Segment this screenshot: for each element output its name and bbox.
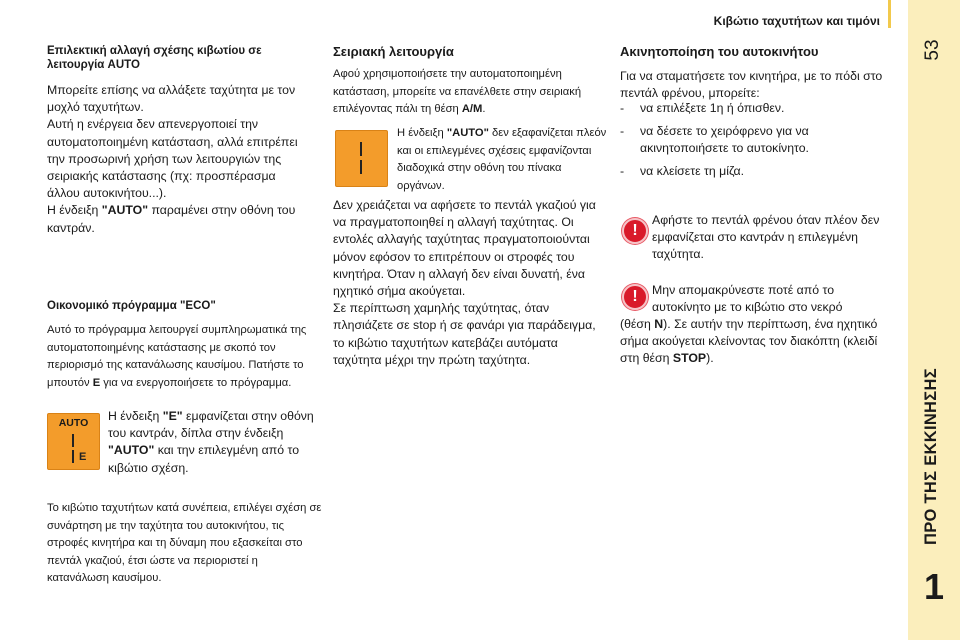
auto-selection-line-2: Αυτή η ενέργεια δεν απενεργοποιεί την αυτοματοποιημένη κατάσταση, αλλά επιτρέπει την προσωρινή χρήση των λειτουργιών της σειριακής κατάστασης (πχ: προσπέρασμα άλλου αυτοκινήτου...).: [47, 117, 298, 201]
gear-selection-paragraph: Το κιβώτιο ταχυτήτων κατά συνέπεια, επιλέγει σχέση σε συνάρτηση με την ταχύτητα του αυτοκινήτου, τις στροφές κινητήρα και τη δύναμη που εξασκείται στο πεντάλ γκαζιού, έτσι ώστε να περιοριστεί η κατανάλωση καυσίμου.: [47, 502, 322, 585]
section-heading-eco: Οικονομικό πρόγραμμα "ECO": [47, 300, 216, 312]
section-heading-sequential: Σειριακή λειτουργία: [333, 44, 454, 59]
warning-neutral-text-b: [620, 316, 890, 368]
chapter-side-tab: [908, 0, 960, 640]
text-span: (θέση: [620, 317, 655, 331]
warning-exclamation-icon: !: [622, 284, 648, 310]
text-span: Η ένδειξη: [47, 203, 102, 218]
list-item-text: να δέσετε το χειρόφρενο για να ακινητοποιήσετε το αυτοκίνητο.: [640, 124, 809, 156]
auto-selection-line-3: [47, 202, 309, 236]
list-dash: -: [620, 164, 625, 178]
chapter-number: 1: [923, 566, 945, 607]
e-button-label: E: [92, 376, 101, 389]
text-span: Αυτό το πρόγραμμα λειτουργεί συμπληρωματικά της αυτοματοποιημένης κατάστασης με σκοπό τον περιορισμό της κατανάλωσης καυσίμου. Πατήστε το μπουτόν: [47, 324, 307, 389]
sequential-intro-paragraph: [333, 66, 603, 119]
text-span: ).: [706, 351, 714, 366]
text-span: εμφανίζεται στην οθόνη του καντράν, δίπλα στην ένδειξη: [108, 409, 314, 441]
badge-bar-top: [72, 434, 74, 447]
text-span: για να ενεργοποιήσετε το πρόγραμμα.: [100, 376, 292, 389]
text-span: ). Σε αυτήν την περίπτωση, ένα ηχητικό σήμα ακούγεται κλείνοντας τον διακόπτη (κλειδί στη θέση: [620, 317, 878, 366]
auto-label-bold: "AUTO": [108, 443, 155, 458]
chapter-title: ΠΡΟ ΤΗΣ ΕΚΚΙΝΗΣΗΣ: [922, 368, 940, 545]
e-label-bold: "E": [162, 409, 183, 423]
immobilisation-intro: Για να σταματήσετε τον κινητήρα, με το πόδι στο πεντάλ φρένου, μπορείτε:: [620, 69, 883, 101]
text-span: δεν εξαφανίζεται πλεόν και οι επιλεγμένες σχέσεις εμφανίζονται διαδοχικά στην οθόνη του πίνακα οργάνων.: [397, 127, 607, 192]
auto-selection-line-1: Μπορείτε επίσης να αλλάξετε ταχύτητα με τον μοχλό ταχυτήτων.: [47, 83, 296, 115]
page-title: Κιβώτιο ταχυτήτων και τιμόνι: [713, 14, 880, 28]
sequential-body-text: [333, 197, 608, 369]
list-item-text: να κλείσετε τη μίζα.: [640, 164, 745, 178]
badge-auto-label: AUTO: [58, 417, 89, 429]
gearbox-auto-eco-display-icon: [47, 413, 100, 470]
sequential-auto-indicator-text: [397, 125, 607, 195]
text-span: και την επιλεγμένη από το κιβώτιο σχέση.: [108, 443, 300, 475]
text-span: παραμένει στην οθόνη του καντράν.: [47, 203, 296, 235]
text-span: Η ένδειξη: [397, 127, 447, 139]
title-accent-bar: [888, 0, 891, 28]
auto-e-indicator-text: [108, 408, 318, 477]
auto-label-bold: "AUTO": [446, 127, 489, 139]
sequential-paragraph-3: Σε περίπτωση χαμηλής ταχύτητας, όταν πλησιάζετε σε stop ή σε φανάρι για παράδειγμα, το κιβώτιο ταχυτήτων κατεβάζει αυτόματα ταχύτητα μέχρι την πρώτη ταχύτητα.: [333, 301, 596, 367]
warning-neutral-text-a: Μην απομακρύνεστε ποτέ από το αυτοκίνητο με το κιβώτιο στο νεκρό: [652, 283, 843, 315]
text-span: Η ένδειξη: [108, 409, 163, 423]
badge-bar-bottom: [72, 450, 74, 463]
stop-position-bold: STOP: [672, 351, 707, 366]
warning-exclamation-icon: !: [622, 218, 648, 244]
eco-paragraph: [47, 322, 317, 392]
list-dash: -: [620, 101, 625, 115]
text-span: .: [482, 103, 486, 116]
gearbox-sequential-display-icon: [335, 130, 388, 187]
section-heading-immobilisation: Ακινητοποίηση του αυτοκινήτου: [620, 44, 819, 59]
text-span: Αφού χρησιμοποιήσετε την αυτοματοποιημένη κατάσταση, μπορείτε να επανέλθετε στην σειριακή επιλέγοντας πάλι τη θέση: [333, 68, 582, 116]
page-number: 53: [922, 39, 943, 61]
auto-selection-paragraph: [47, 82, 309, 237]
section-heading-auto-selection: Επιλεκτική αλλαγή σχέσης κιβωτίου σε λειτουργία AUTO: [47, 45, 262, 71]
badge-bar-bottom: [360, 160, 362, 174]
am-position-bold: A/M: [461, 103, 483, 116]
list-dash: -: [620, 124, 625, 138]
n-position-bold: N: [654, 317, 664, 331]
list-item-text: να επιλέξετε 1η ή όπισθεν.: [640, 101, 785, 115]
warning-brake-text: Αφήστε το πεντάλ φρένου όταν πλέον δεν εμφανίζεται στο καντράν η επιλεγμένη ταχύτητα.: [652, 213, 880, 262]
badge-bar-top: [360, 142, 362, 156]
auto-label-bold: "AUTO": [101, 203, 149, 218]
badge-e-letter: E: [79, 451, 87, 463]
sequential-paragraph-2: Δεν χρειάζεται να αφήσετε το πεντάλ γκαζιού για να πραγματοποιηθεί η αλλαγή ταχύτητας. Οι εντολές αλλαγής ταχύτητας πραγματοποιούνται μόνον εφόσον το επιτρέπουν οι στροφές του κινητήρα. Όταν η αλλαγή δεν είναι δυνατή, ένα ηχητικό σήμα ακούγεται.: [333, 198, 596, 299]
